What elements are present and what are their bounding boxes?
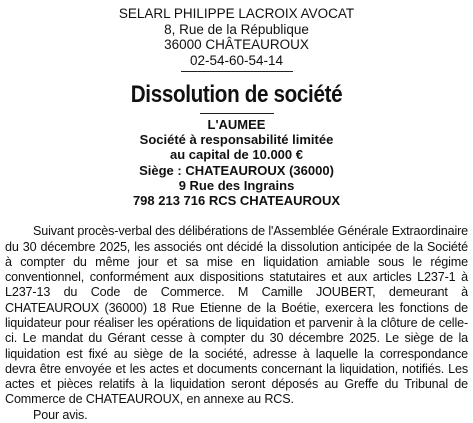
notice-title: Dissolution de société <box>130 81 343 108</box>
company-capital: au capital de 10.000 € <box>170 147 303 163</box>
company-seat: Siège : CHATEAUROUX (36000) <box>139 162 334 178</box>
notice-closing: Pour avis. <box>33 407 88 422</box>
header-divider <box>181 71 293 72</box>
company-block <box>4 117 469 208</box>
company-name: L'AUMEE <box>207 117 266 132</box>
firm-address-city: 36000 CHÂTEAUROUX <box>164 37 309 52</box>
notice-body <box>4 224 469 423</box>
firm-phone: 02-54-60-54-14 <box>189 52 284 68</box>
notice-paragraph: Suivant procès-verbal des délibérations de l'Assemblée Générale Extraordinaire du 30 décembre 2025, les associés ont décidé la dissolution anticipée de la Société à compter du même jour et sa mise en liquidation amiable sous le régime conventionnel, conformément aux dispositions statutaires et aux articles L237-1 à L237-13 du Code de Commerce. M Camille JOUBERT, demeurant à CHATEAUROUX (36000) 18 Rue Etienne de la Boétie, exercera les fonctions de liquidateur pour réaliser les opérations de liquidation et parvenir à la clôture de celle-ci. Le mandat du Gérant cesse à compter du 30 décembre 2025. Le siège de la liquidation est fixé au siège de la société, adresse à laquelle la correspondance devra être envoyée et les actes et documents concernant la liquidation, notifiés. Les actes et pièces relatifs à la liquidation seront déposés au Greffe du Tribunal de Commerce de CHATEAUROUX, en annexe au RCS. <box>5 224 468 407</box>
firm-name: SELARL PHILIPPE LACROIX AVOCAT <box>118 6 355 21</box>
company-form: Société à responsabilité limitée <box>139 132 334 148</box>
title-divider <box>200 113 274 114</box>
company-street: 9 Rue des Ingrains <box>178 177 295 193</box>
company-rcs: 798 213 716 RCS CHATEAUROUX <box>132 193 341 209</box>
firm-address-street: 8, Rue de la République <box>164 21 309 37</box>
lawyer-header <box>4 6 469 68</box>
